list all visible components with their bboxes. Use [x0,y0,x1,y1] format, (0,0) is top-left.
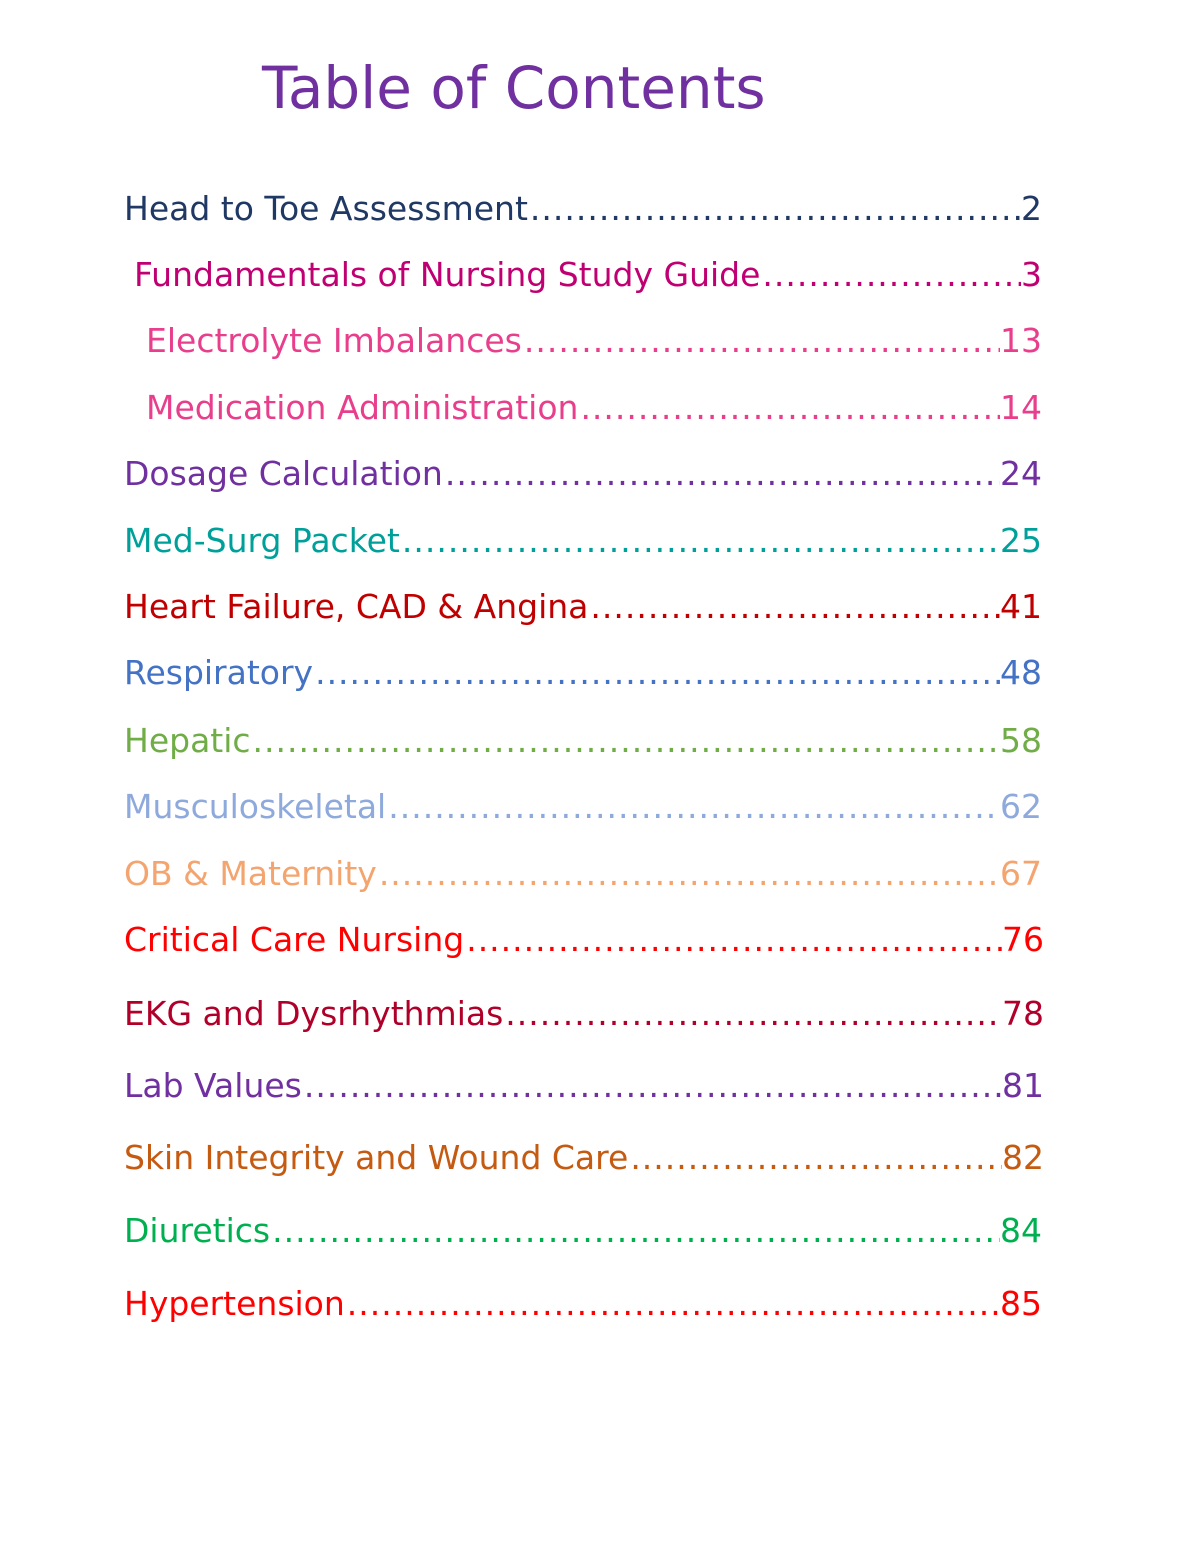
toc-leader [464,917,1002,963]
toc-page-number: 25 [1000,521,1042,560]
toc-page-number: 62 [1000,787,1042,826]
toc-leader [270,1208,1000,1254]
toc-leader [251,718,1000,764]
toc-page-number: 13 [1000,321,1042,360]
toc-page-number: 14 [1000,388,1042,427]
toc-leader [503,991,1002,1037]
toc-leader [760,252,1021,298]
toc-page-number: 85 [1000,1284,1042,1323]
toc-entry-label: Hypertension [124,1284,345,1323]
toc-page-number: 76 [1002,920,1044,959]
toc-entry [124,584,1042,630]
toc-entry-label: OB & Maternity [124,854,377,893]
toc-entry [124,718,1042,764]
toc-page-number: 84 [1000,1211,1042,1250]
toc-entry-label: Skin Integrity and Wound Care [124,1138,629,1177]
toc-entry [124,186,1042,232]
toc-entry-label: Lab Values [124,1066,302,1105]
toc-entry-label: Musculoskeletal [124,787,387,826]
toc-entry-label: Respiratory [124,653,314,692]
toc-page-number: 2 [1021,189,1042,228]
toc-leader [578,385,1000,431]
toc-entry [124,1063,1044,1109]
toc-entry [146,385,1042,431]
toc-leader [386,784,1000,830]
toc-entry-label: Medication Administration [146,388,579,427]
toc-entry-label: Med-Surg Packet [124,521,400,560]
toc-leader [528,186,1021,232]
toc-entry [124,650,1042,696]
toc-leader [628,1135,1002,1181]
toc-leader [522,318,1000,364]
toc-page-number: 48 [1000,653,1042,692]
toc-entry [124,784,1042,830]
toc-entry [124,917,1044,963]
toc-entry-label: EKG and Dysrhythmias [124,994,504,1033]
toc-entry [124,451,1042,497]
toc-entry-label: Critical Care Nursing [124,920,465,959]
page-title: Table of Contents [262,54,766,122]
toc-entry-label: Head to Toe Assessment [124,189,528,228]
toc-page-number: 67 [1000,854,1042,893]
toc-leader [302,1063,1002,1109]
toc-entry [124,1135,1044,1181]
toc-entry-label: Dosage Calculation [124,454,443,493]
toc-entry [124,1208,1042,1254]
toc-entry [124,1281,1042,1327]
toc-entry-label: Hepatic [124,721,251,760]
toc-entry-label: Fundamentals of Nursing Study Guide [134,255,761,294]
toc-page-number: 58 [1000,721,1042,760]
toc-page-number: 82 [1002,1138,1044,1177]
toc-entry [124,991,1044,1037]
toc-entry [134,252,1042,298]
toc-leader [345,1281,1000,1327]
toc-page-number: 81 [1002,1066,1044,1105]
toc-entry [124,518,1042,564]
toc-page-number: 24 [1000,454,1042,493]
toc-leader [313,650,1000,696]
toc-page-number: 3 [1021,255,1042,294]
toc-leader [377,851,1000,897]
toc-page-number: 41 [1000,587,1042,626]
toc-entry-label: Electrolyte Imbalances [146,321,522,360]
toc-page-number: 78 [1002,994,1044,1033]
toc-entry [124,851,1042,897]
toc-entry [146,318,1042,364]
toc-leader [443,451,1000,497]
toc-entry-label: Diuretics [124,1211,271,1250]
toc-entry-label: Heart Failure, CAD & Angina [124,587,589,626]
toc-leader [400,518,1000,564]
toc-leader [588,584,1000,630]
